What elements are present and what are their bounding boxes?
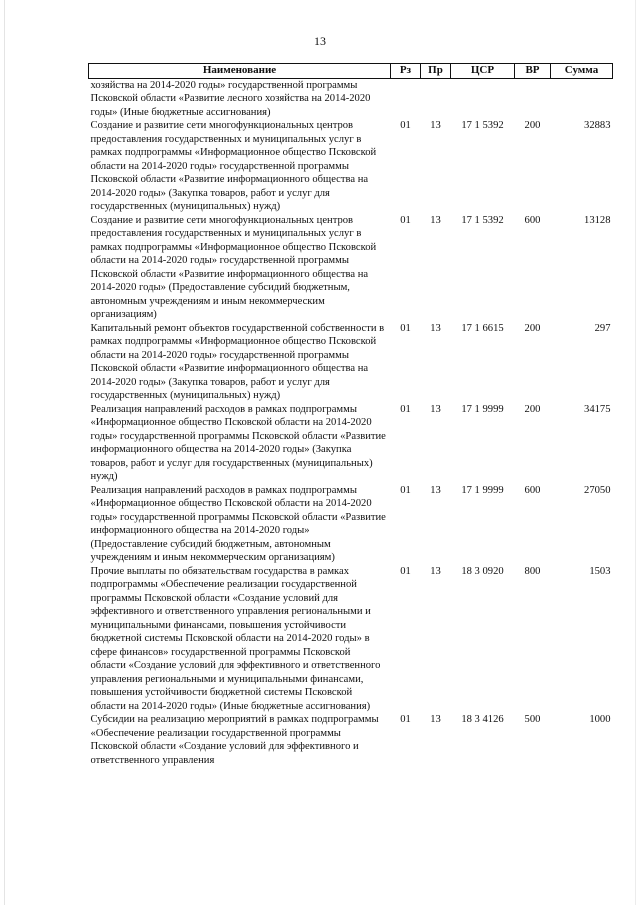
scan-edge-right (635, 0, 636, 905)
cell-rz: 01 (400, 403, 411, 415)
cell-vr: 200 (524, 403, 541, 415)
table-row (89, 214, 613, 322)
cell-sum: 1503 (589, 565, 611, 577)
cell-csr (451, 78, 515, 119)
page-number: 13 (314, 34, 326, 48)
cell-vr: 500 (524, 714, 541, 725)
scan-edge-left (4, 0, 5, 905)
header-pr: Пр (421, 64, 451, 79)
cell-name: Создание и развитие сети многофункциональных центров предоставления государственных и муниципальных услуг в рамках подпрограммы «Информационное общество Псковской области на 2014-2020 годы» государственной программы Псковской области «Развитие информационного общества на 2014-2020 годы» (Закупка товаров, работ и услуг для государственных (муниципальных) нужд) (90, 120, 377, 212)
cell-pr: 13 (430, 120, 441, 131)
cell-sum: 297 (594, 322, 611, 334)
cell-rz: 01 (400, 214, 411, 226)
cell-csr: 17 1 5392 (461, 214, 504, 226)
cell-rz: 01 (400, 484, 411, 496)
cell-pr: 13 (430, 214, 441, 226)
cell-vr: 800 (524, 565, 541, 577)
cell-sum: 34175 (584, 403, 611, 415)
table-header-row (89, 64, 613, 79)
cell-rz: 01 (400, 565, 411, 577)
cell-rz: 01 (400, 322, 411, 334)
cell-vr: 600 (524, 484, 541, 496)
cell-name: Прочие выплаты по обязательствам государства в рамках подпрограммы «Обеспечение реализации государственной программы Псковской области «Создание условий для эффективного и ответственного управления региональными и муниципальными финансами, повышения устойчивости бюджетной системы Псковской области на 2014-2020 годы» в сфере финансов» государственной программы Псковской области «Создание условий для эффективного и ответственного управления региональными и муниципальными финансами, повышения устойчивости бюджетной системы Псковской области на 2014-2020 годы» (Иные бюджетные ассигнования) (90, 565, 381, 712)
table-row (89, 78, 613, 119)
table-body (89, 78, 613, 767)
cell-vr: 200 (524, 322, 541, 334)
header-vr: ВР (515, 64, 551, 79)
cell-pr: 13 (430, 322, 441, 334)
cell-pr: 13 (430, 565, 441, 577)
cell-name: Реализация направлений расходов в рамках подпрограммы «Информационное общество Псковской области на 2014-2020 годы» государственной программы Псковской области «Развитие информационного общества на 2014-2020 годы» (Предоставление субсидий бюджетным, автономным учреждениям и иным некоммерческим организациям) (90, 484, 386, 563)
cell-name: хозяйства на 2014-2020 годы» государственной программы Псковской области «Развитие лесного хозяйства на 2014-2020 годы» (Иные бюджетные ассигнования) (90, 79, 371, 118)
cell-vr: 600 (524, 214, 541, 226)
cell-sum: 27050 (584, 484, 611, 496)
cell-vr: 200 (524, 120, 541, 131)
cell-sum: 13128 (584, 214, 611, 226)
table-row (89, 713, 613, 767)
cell-pr: 13 (430, 484, 441, 496)
table-row (89, 484, 613, 565)
cell-pr (421, 78, 451, 119)
cell-sum: 1000 (589, 714, 611, 725)
cell-csr: 18 3 4126 (461, 714, 504, 725)
cell-csr: 17 1 9999 (461, 484, 504, 496)
budget-table (88, 63, 613, 767)
table-row (89, 565, 613, 714)
header-name: Наименование (89, 64, 391, 79)
cell-pr: 13 (430, 403, 441, 415)
cell-name: Субсидии на реализацию мероприятий в рамках подпрограммы «Обеспечение реализации государственной программы Псковской области «Создание условий для эффективного и ответственного управления (90, 714, 379, 766)
cell-sum: 32883 (584, 120, 611, 131)
cell-csr: 17 1 5392 (461, 120, 504, 131)
cell-sum (551, 78, 613, 119)
cell-csr: 17 1 6615 (461, 322, 504, 334)
cell-csr: 18 3 0920 (461, 565, 504, 577)
table-row (89, 403, 613, 484)
cell-pr: 13 (430, 714, 441, 725)
cell-vr (515, 78, 551, 119)
table-row (89, 119, 613, 214)
cell-rz (391, 78, 421, 119)
table-row (89, 322, 613, 403)
cell-name: Создание и развитие сети многофункциональных центров предоставления государственных и муниципальных услуг в рамках подпрограммы «Информационное общество Псковской области на 2014-2020 годы» государственной программы Псковской области «Развитие информационного общества на 2014-2020 годы» (Предоставление субсидий бюджетным, автономным учреждениям и иным некоммерческим организациям) (90, 214, 377, 320)
header-rz: Рз (391, 64, 421, 79)
header-sum: Сумма (551, 64, 613, 79)
cell-rz: 01 (400, 714, 411, 725)
cell-name: Капитальный ремонт объектов государственной собственности в рамках подпрограммы «Информационное общество Псковской области на 2014-2020 годы» государственной программы Псковской области «Развитие информационного общества на 2014-2020 годы» (Закупка товаров, работ и услуг для государственных (муниципальных) нужд) (90, 322, 385, 401)
header-csr: ЦСР (451, 64, 515, 79)
cell-csr: 17 1 9999 (461, 403, 504, 415)
cell-name: Реализация направлений расходов в рамках подпрограммы «Информационное общество Псковской области на 2014-2020 годы» государственной программы Псковской области «Развитие информационного общества на 2014-2020 годы» (Закупка товаров, работ и услуг для государственных (муниципальных) нужд) (90, 403, 386, 482)
cell-rz: 01 (400, 120, 411, 131)
